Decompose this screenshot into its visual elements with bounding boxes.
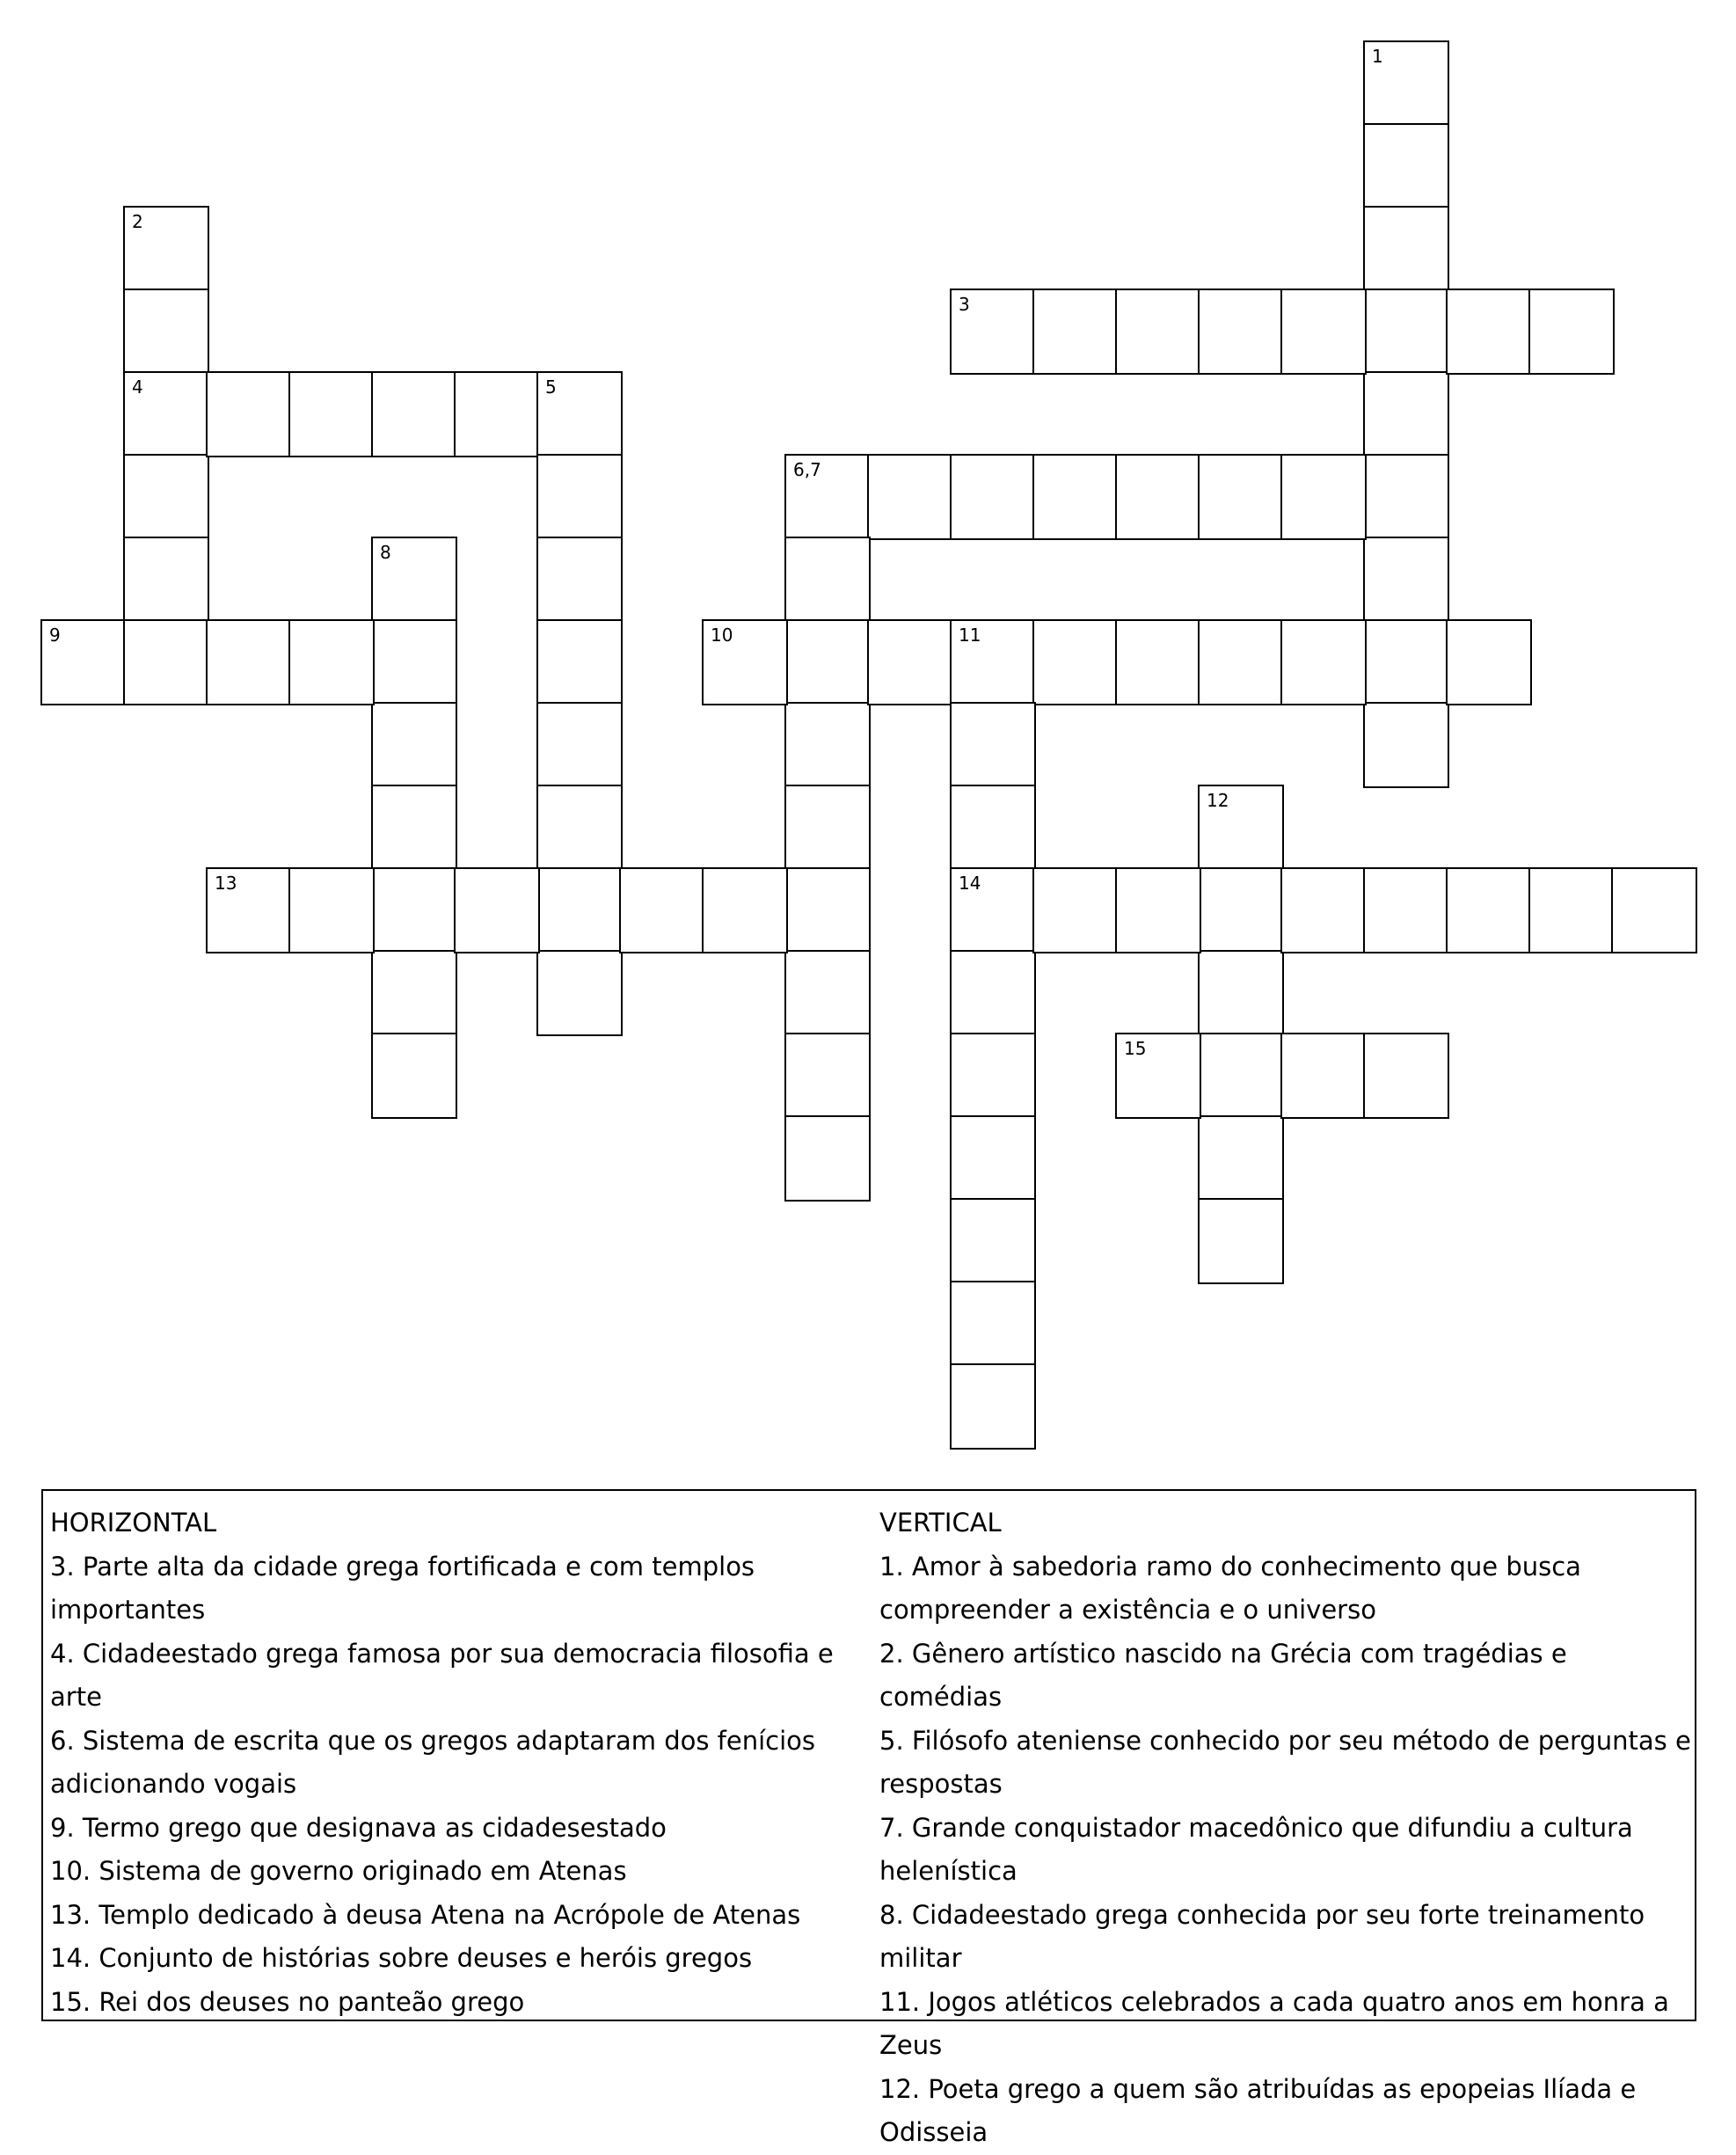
grid-cell[interactable] bbox=[371, 867, 457, 953]
grid-cell[interactable] bbox=[536, 702, 623, 788]
grid-cell[interactable] bbox=[1280, 1033, 1367, 1119]
clue-h-15: 15. Rei dos deuses no panteão grego bbox=[50, 1986, 525, 2017]
grid-cell[interactable] bbox=[1115, 454, 1201, 540]
grid-cell[interactable] bbox=[536, 371, 623, 457]
grid-cell[interactable] bbox=[536, 537, 623, 623]
clue-number: 3 bbox=[959, 294, 970, 315]
grid-cell[interactable] bbox=[1115, 289, 1201, 375]
clue-number: 13 bbox=[215, 873, 237, 894]
clue-number: 8 bbox=[380, 542, 391, 563]
clue-number: 1 bbox=[1372, 46, 1383, 67]
grid-cell[interactable] bbox=[950, 867, 1036, 953]
grid-cell[interactable] bbox=[784, 619, 871, 705]
grid-cell[interactable] bbox=[1363, 371, 1449, 457]
grid-cell[interactable] bbox=[1115, 619, 1201, 705]
grid-cell[interactable] bbox=[1363, 289, 1449, 375]
grid-cell[interactable] bbox=[784, 785, 871, 871]
grid-cell[interactable] bbox=[371, 537, 457, 623]
grid-cell[interactable] bbox=[867, 454, 953, 540]
grid-cell[interactable] bbox=[1198, 1115, 1284, 1202]
grid-cell[interactable] bbox=[206, 867, 292, 953]
vertical-clues bbox=[879, 1501, 1693, 2155]
grid-cell[interactable] bbox=[536, 950, 623, 1036]
clue-v-12: 12. Poeta grego a quem são atribuídas as epopeias Ilíada e Odisseia bbox=[879, 2073, 1637, 2147]
grid-cell[interactable] bbox=[1280, 867, 1367, 953]
grid-cell[interactable] bbox=[1446, 619, 1532, 705]
grid-cell[interactable] bbox=[123, 454, 209, 540]
grid-cell[interactable] bbox=[1363, 702, 1449, 788]
grid-cell[interactable] bbox=[536, 454, 623, 540]
grid-cell[interactable] bbox=[123, 619, 209, 705]
grid-cell[interactable] bbox=[1280, 619, 1367, 705]
grid-cell[interactable] bbox=[867, 619, 953, 705]
grid-cell[interactable] bbox=[1363, 123, 1449, 209]
grid-cell[interactable] bbox=[1198, 950, 1284, 1036]
clue-number: 5 bbox=[545, 376, 557, 398]
grid-cell[interactable] bbox=[784, 537, 871, 623]
grid-cell[interactable] bbox=[1198, 1198, 1284, 1284]
grid-cell[interactable] bbox=[950, 1363, 1036, 1450]
grid-cell[interactable] bbox=[371, 1033, 457, 1119]
grid-cell[interactable] bbox=[123, 537, 209, 623]
grid-cell[interactable] bbox=[1528, 289, 1615, 375]
grid-cell[interactable] bbox=[1363, 537, 1449, 623]
grid-cell[interactable] bbox=[1115, 1033, 1201, 1119]
clue-v-2: 2. Gênero artístico nascido na Grécia com tragédias e comédias bbox=[879, 1638, 1567, 1712]
grid-cell[interactable] bbox=[1198, 867, 1284, 953]
clues-box bbox=[41, 1489, 1696, 2147]
grid-cell[interactable] bbox=[1528, 867, 1615, 953]
clue-number: 15 bbox=[1124, 1038, 1147, 1059]
clue-h-3: 3. Parte alta da cidade grega fortificada e com templos importantes bbox=[50, 1551, 755, 1625]
grid-cell[interactable] bbox=[371, 950, 457, 1036]
grid-cell[interactable] bbox=[950, 289, 1036, 375]
clue-v-5: 5. Filósofo ateniense conhecido por seu método de perguntas e respostas bbox=[879, 1725, 1691, 1799]
grid-cell[interactable] bbox=[784, 702, 871, 788]
grid-cell[interactable] bbox=[1198, 289, 1284, 375]
clue-v-11: 11. Jogos atléticos celebrados a cada quatro anos em honra a Zeus bbox=[879, 1986, 1669, 2060]
clue-h-4: 4. Cidadeestado grega famosa por sua democracia filosofia e arte bbox=[50, 1638, 834, 1712]
grid-cell[interactable] bbox=[1198, 454, 1284, 540]
grid-cell[interactable] bbox=[950, 785, 1036, 871]
grid-cell[interactable] bbox=[206, 371, 292, 457]
grid-cell[interactable] bbox=[1280, 289, 1367, 375]
grid-cell[interactable] bbox=[1280, 454, 1367, 540]
clue-v-7: 7. Grande conquistador macedônico que difundiu a cultura helenística bbox=[879, 1812, 1633, 1886]
grid-cell[interactable] bbox=[1363, 619, 1449, 705]
grid-cell[interactable] bbox=[784, 454, 871, 540]
clue-h-10: 10. Sistema de governo originado em Atenas bbox=[50, 1856, 627, 1886]
grid-cell[interactable] bbox=[950, 619, 1036, 705]
clue-number: 14 bbox=[959, 873, 981, 894]
grid-cell[interactable] bbox=[454, 371, 540, 457]
clue-number: 10 bbox=[711, 625, 733, 646]
grid-cell[interactable] bbox=[1611, 867, 1697, 953]
grid-cell[interactable] bbox=[371, 785, 457, 871]
vertical-heading: VERTICAL bbox=[879, 1508, 1002, 1538]
grid-cell[interactable] bbox=[536, 867, 623, 953]
grid-cell[interactable] bbox=[950, 1198, 1036, 1284]
clue-v-8: 8. Cidadeestado grega conhecida por seu forte treinamento militar bbox=[879, 1899, 1645, 1973]
grid-cell[interactable] bbox=[206, 619, 292, 705]
grid-cell[interactable] bbox=[1032, 867, 1119, 953]
grid-cell[interactable] bbox=[1363, 454, 1449, 540]
grid-cell[interactable] bbox=[536, 619, 623, 705]
grid-cell[interactable] bbox=[950, 702, 1036, 788]
grid-cell[interactable] bbox=[1115, 867, 1201, 953]
grid-cell[interactable] bbox=[702, 867, 788, 953]
grid-cell[interactable] bbox=[536, 785, 623, 871]
grid-cell[interactable] bbox=[1363, 867, 1449, 953]
grid-cell[interactable] bbox=[1363, 1033, 1449, 1119]
grid-cell[interactable] bbox=[1198, 1033, 1284, 1119]
grid-cell[interactable] bbox=[784, 867, 871, 953]
grid-cell[interactable] bbox=[950, 454, 1036, 540]
horizontal-heading: HORIZONTAL bbox=[50, 1508, 217, 1538]
grid-cell[interactable] bbox=[288, 371, 375, 457]
grid-cell[interactable] bbox=[1363, 206, 1449, 292]
grid-cell[interactable] bbox=[371, 371, 457, 457]
grid-cell[interactable] bbox=[1032, 289, 1119, 375]
grid-cell[interactable] bbox=[1198, 785, 1284, 871]
grid-cell[interactable] bbox=[1032, 619, 1119, 705]
grid-cell[interactable] bbox=[784, 1033, 871, 1119]
clue-number: 6,7 bbox=[793, 459, 821, 480]
grid-cell[interactable] bbox=[950, 1281, 1036, 1367]
grid-cell[interactable] bbox=[950, 1115, 1036, 1202]
clue-number: 2 bbox=[132, 211, 143, 232]
grid-cell[interactable] bbox=[371, 619, 457, 705]
grid-cell[interactable] bbox=[702, 619, 788, 705]
grid-cell[interactable] bbox=[288, 867, 375, 953]
grid-cell[interactable] bbox=[1446, 289, 1532, 375]
clue-h-9: 9. Termo grego que designava as cidadesestado bbox=[50, 1812, 667, 1843]
clue-h-6: 6. Sistema de escrita que os gregos adaptaram dos fenícios adicionando vogais bbox=[50, 1725, 816, 1799]
grid-cell[interactable] bbox=[784, 950, 871, 1036]
clue-number: 11 bbox=[959, 625, 981, 646]
grid-cell[interactable] bbox=[1032, 454, 1119, 540]
grid-cell[interactable] bbox=[123, 289, 209, 375]
grid-cell[interactable] bbox=[123, 371, 209, 457]
clue-v-1: 1. Amor à sabedoria ramo do conhecimento que busca compreender a existência e o universo bbox=[879, 1551, 1581, 1625]
grid-cell[interactable] bbox=[950, 1033, 1036, 1119]
horizontal-clues bbox=[50, 1501, 877, 2024]
grid-cell[interactable] bbox=[619, 867, 705, 953]
grid-cell[interactable] bbox=[950, 950, 1036, 1036]
clue-number: 9 bbox=[49, 625, 61, 646]
grid-cell[interactable] bbox=[123, 206, 209, 292]
grid-cell[interactable] bbox=[1363, 40, 1449, 127]
grid-cell[interactable] bbox=[1198, 619, 1284, 705]
grid-cell[interactable] bbox=[1446, 867, 1532, 953]
grid-cell[interactable] bbox=[288, 619, 375, 705]
clue-h-13: 13. Templo dedicado à deusa Atena na Acrópole de Atenas bbox=[50, 1899, 801, 1930]
clue-number: 4 bbox=[132, 376, 143, 398]
grid-cell[interactable] bbox=[784, 1115, 871, 1202]
clue-number: 12 bbox=[1207, 790, 1229, 811]
grid-cell[interactable] bbox=[40, 619, 127, 705]
grid-cell[interactable] bbox=[454, 867, 540, 953]
clue-h-14: 14. Conjunto de histórias sobre deuses e heróis gregos bbox=[50, 1943, 753, 1973]
grid-cell[interactable] bbox=[371, 702, 457, 788]
